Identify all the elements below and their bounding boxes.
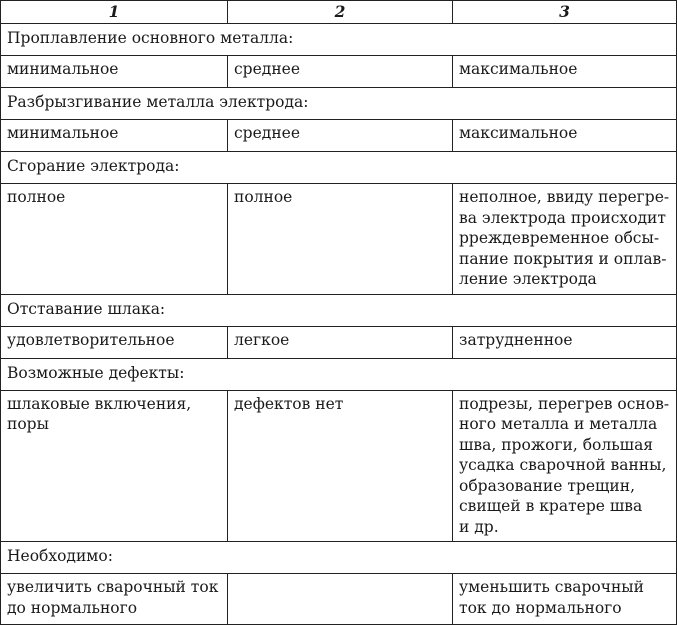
column-header-2: 2 [228, 1, 453, 24]
section-title-row [1, 24, 677, 56]
cell-col-2: легкое [228, 326, 453, 358]
table-row [1, 184, 677, 295]
table-row [1, 574, 677, 625]
cell-col-2: дефектов нет [228, 390, 453, 542]
cell-col-3: неполное, ввиду перегре- ва электрода происходит pреждевременное обсы- пание покрытия и оплав- ление электрода [453, 184, 677, 295]
section-title-row [1, 152, 677, 184]
cell-col-3: подрезы, перегрев основ- ного металла и металла шва, прожоги, большая усадка сварочной ванны, образование трещин, свищей в кратере шва и др. [453, 390, 677, 542]
column-header-3: 3 [453, 1, 677, 24]
header-row [1, 1, 677, 24]
column-header-1: 1 [1, 1, 228, 24]
section-title-row [1, 542, 677, 574]
cell-col-2: среднее [228, 56, 453, 88]
cell-col-2 [228, 574, 453, 625]
cell-col-3: затрудненное [453, 326, 677, 358]
section-title: Необходимо: [1, 542, 677, 574]
cell-col-1: удовлетворительное [1, 326, 228, 358]
cell-col-2: полное [228, 184, 453, 295]
section-title: Сгорание электрода: [1, 152, 677, 184]
table-row [1, 326, 677, 358]
section-title-row [1, 358, 677, 390]
cell-col-1: шлаковые включения, поры [1, 390, 228, 542]
table-row [1, 120, 677, 152]
cell-col-1: полное [1, 184, 228, 295]
section-title-row [1, 88, 677, 120]
cell-col-1: минимальное [1, 120, 228, 152]
section-title: Отставание шлака: [1, 294, 677, 326]
section-title: Проплавление основного металла: [1, 24, 677, 56]
cell-col-3: уменьшить сварочный ток до нормального [453, 574, 677, 625]
cell-col-3: максимальное [453, 56, 677, 88]
section-title: Возможные дефекты: [1, 358, 677, 390]
cell-col-3: максимальное [453, 120, 677, 152]
cell-col-2: среднее [228, 120, 453, 152]
cell-col-1: минимальное [1, 56, 228, 88]
section-title-row [1, 294, 677, 326]
table-row [1, 56, 677, 88]
cell-col-1: увеличить сварочный ток до нормального [1, 574, 228, 625]
section-title: Разбрызгивание металла электрода: [1, 88, 677, 120]
table-row [1, 390, 677, 542]
